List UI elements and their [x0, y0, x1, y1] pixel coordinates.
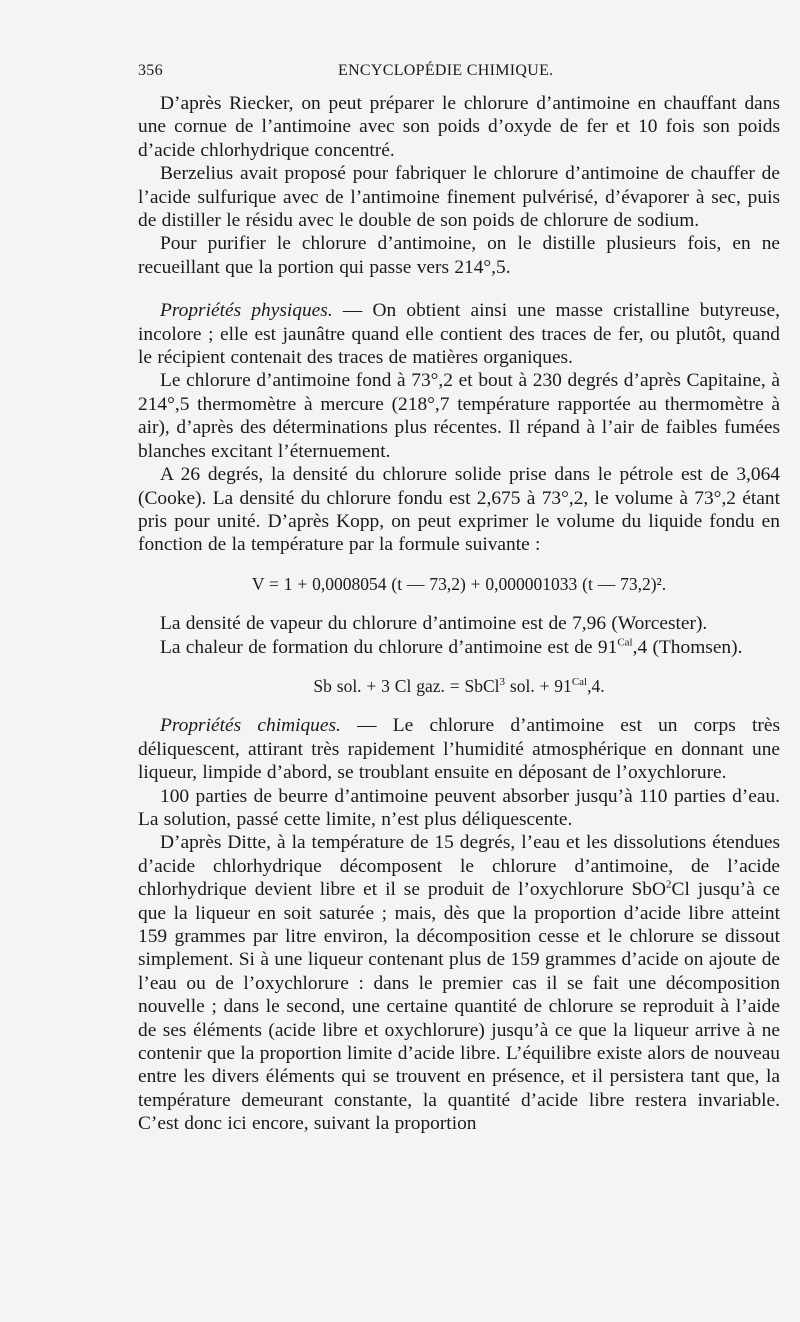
paragraph-density: A 26 degrés, la densité du chlorure solide prise dans le pétrole est de 3,064 (Cooke). La densité du chlorure fondu est 2,675 à 73°,2, le volume à 73°,2 étant pris pour unité. D’après Kopp, on peut exprimer le volume du liquide fondu en fonction de la température par la formule suivante : — [138, 464, 780, 556]
paragraph-berzelius: Berzelius avait proposé pour fabriquer le chlorure d’antimoine de chauffer de l’acide sulfurique avec de l’antimoine finement pulvérisé, d’évaporer à sec, puis de distiller le résidu avec le double de son poids de chlorure de sodium. — [138, 163, 780, 232]
physical-properties-text: — On obtient ainsi une masse cristalline butyreuse, incolore ; elle est jaunâtre quand elle contient des traces de fer, ou plutôt, quand le récipient contenait des traces de matières organiques. — [138, 300, 781, 369]
formula2-b: sol. + 91 — [505, 675, 572, 696]
section-title-physical: Propriétés physiques. — [160, 300, 333, 322]
formula2-sup1: 3 — [499, 676, 506, 689]
formula2-sup2: Cal — [571, 676, 588, 689]
paragraph-riecker: D’après Riecker, on peut préparer le chlorure d’antimoine en chauffant dans une cornue de l’antimoine avec son poids d’oxyde de fer et 10 fois son poids d’acide chlorhydrique concentré. — [138, 93, 780, 161]
paragraph-heat-of-formation — [138, 636, 780, 659]
paragraph-vapour-density: La densité de vapeur du chlorure d’antimoine est de 7,96 (Worcester). — [160, 613, 708, 635]
heat-text-b: ,4 (Thomsen). — [632, 636, 743, 658]
heat-superscript: Cal — [617, 636, 633, 649]
paragraph-chemical-properties — [138, 714, 780, 784]
running-header — [138, 62, 780, 86]
paragraph-physical-properties — [138, 299, 780, 369]
ditte-text-a: D’après Ditte, à la température de 15 degrés, l’eau et les dissolutions étendues d’acide chlorhydrique décomposent le chlorure d’antimoine, de l’acide chlorhydrique devient libre et il se produit de l’oxychlorure SbO — [138, 832, 780, 901]
section-title-chemical: Propriétés chimiques. — [160, 715, 341, 737]
body-text — [138, 92, 780, 1136]
formula2-a: Sb sol. + 3 Cl gaz. = SbCl — [313, 675, 500, 696]
running-title: ENCYCLOPÉDIE CHIMIQUE. — [338, 62, 554, 79]
ditte-superscript: 2 — [666, 878, 672, 891]
formula2-c: ,4. — [587, 675, 605, 696]
paragraph-purification: Pour purifier le chlorure d’antimoine, on le distille plusieurs fois, en ne recueillant que la portion qui passe vers 214°,5. — [138, 233, 780, 278]
chemical-properties-text: — Le chlorure d’antimoine est un corps très déliquescent, attirant très rapidement l’humidité atmosphérique en donnant une liqueur, limpide d’abord, se troublant ensuite en déposant de l’oxychlorure. — [138, 715, 780, 784]
paragraph-melting-point: Le chlorure d’antimoine fond à 73°,2 et bout à 230 degrés d’après Capitaine, à 214°,5 thermomètre à mercure (218°,7 température rapportée au thermomètre à air), d’après des déterminations plus récentes. Il répand à l’air de faibles fumées blanches excitant l’éternuement. — [138, 370, 780, 462]
paragraph-ditte — [138, 831, 780, 1135]
heat-text-a: La chaleur de formation du chlorure d’antimoine est de 91 — [160, 636, 618, 658]
formula-kopp-volume: V = 1 + 0,0008054 (t — 73,2) + 0,000001033 (t — 73,2)². — [251, 573, 667, 594]
formula-thermochemical — [138, 675, 780, 698]
ditte-text-b: Cl jusqu’à ce que la liqueur en soit saturée ; mais, dès que la proportion d’acide libre atteint 159 grammes par litre environ, la décomposition cesse et le chlorure se dissout simplement. Si à une liqueur contenant plus de 159 grammes d’acide on ajoute de l’eau ou de l’oxychlorure : dans le premier cas il se fait une décomposition nouvelle ; dans le second, une certaine quantité de chlorure se reproduit à l’aide de ses éléments (acide libre et oxychlorure) jusqu’à ce que la liqueur arrive à ne contenir que la proportion limite d’acide libre. L’équilibre existe alors de nouveau entre les divers éléments qui se trouvent en présence, et il persistera tant que, la température demeurant constante, la quantité d’acide libre restera invariable. C’est donc ici encore, suivant la proportion — [138, 879, 780, 1135]
page-number: 356 — [138, 62, 163, 79]
paragraph-absorption: 100 parties de beurre d’antimoine peuvent absorber jusqu’à 110 parties d’eau. La solution, passé cette limite, n’est plus déliquescente. — [138, 785, 780, 830]
